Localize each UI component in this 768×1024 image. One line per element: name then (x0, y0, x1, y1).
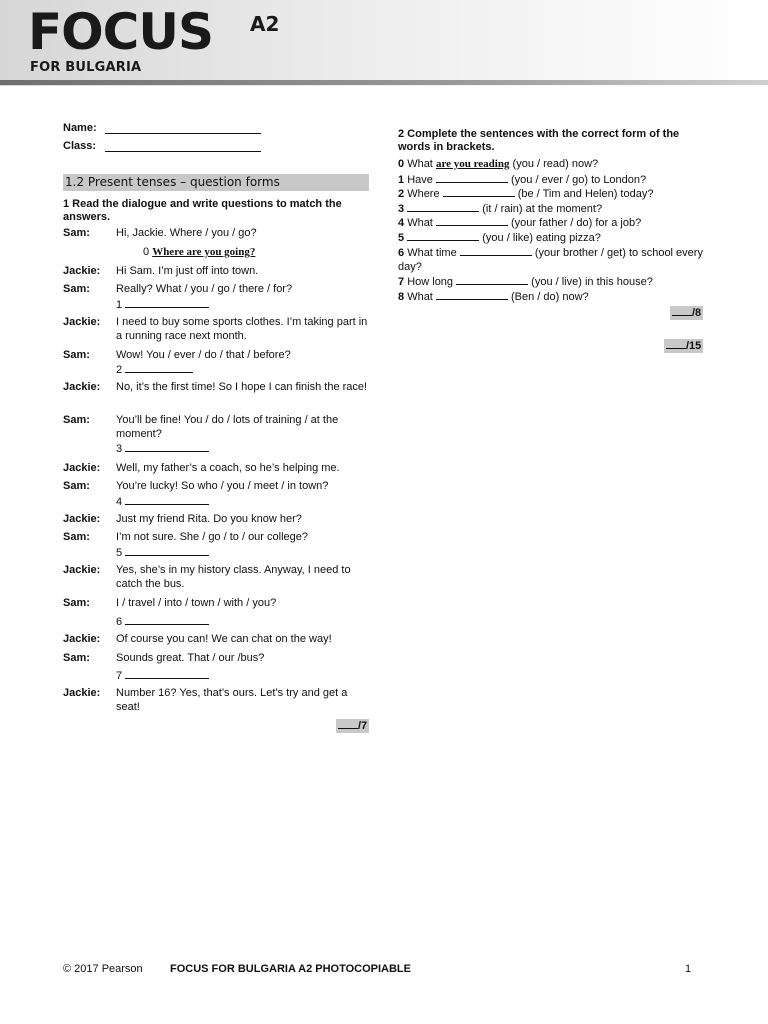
exercise2-item[interactable]: 3 (it / rain) at the moment? (398, 203, 603, 215)
speaker: Jackie: (63, 462, 101, 474)
dialogue-text: Sounds great. That / our /bus? (116, 652, 265, 664)
example-answer-text: Where are you going? (152, 246, 256, 258)
dialogue-text: You’re lucky! So who / you / meet / in town? (116, 480, 329, 492)
class-label: Class: (63, 140, 97, 152)
dialogue-text: I’m not sure. She / go / to / our college? (116, 531, 308, 543)
speaker: Sam: (63, 227, 90, 239)
dialogue-text: Hi, Jackie. Where / you / go? (116, 227, 257, 239)
class-field[interactable] (105, 140, 261, 152)
dialogue-text: Of course you can! We can chat on the way! (116, 633, 332, 645)
exercise2-item[interactable]: 4 What (your father / do) for a job? (398, 217, 642, 229)
speaker: Jackie: (63, 564, 101, 576)
speaker: Sam: (63, 531, 90, 543)
answer-line[interactable] (116, 441, 209, 456)
dialogue-text: I / travel / into / town / with / you? (116, 597, 277, 609)
exercise2-item[interactable]: 1 Have (you / ever / go) to London? (398, 174, 647, 186)
dialogue-text: I need to buy some sports clothes. I’m taking part in a running race next month. (116, 316, 368, 342)
exercise2-item: 0 What are you reading (you / read) now? (398, 158, 599, 170)
exercise1-score[interactable] (336, 719, 369, 733)
dialogue-text: Really? What / you / go / there / for? (116, 283, 293, 295)
answer-line[interactable] (116, 297, 209, 312)
speaker: Jackie: (63, 316, 101, 328)
logo-level: A2 (250, 12, 280, 36)
example-number: 0 (143, 246, 150, 258)
speaker: Sam: (63, 283, 90, 295)
exercise1-title: 1 Read the dialogue and write questions to match the answers. (63, 198, 342, 223)
speaker: Jackie: (63, 513, 101, 525)
exercise2-item[interactable]: 7 How long (you / live) in this house? (398, 276, 653, 288)
answer-number: 6 (116, 616, 123, 628)
speaker: Sam: (63, 652, 90, 664)
section-title: 1.2 Present tenses – question forms (63, 174, 369, 191)
header-band (0, 80, 768, 85)
dialogue-text: Hi Sam. I’m just off into town. (116, 265, 259, 277)
copyright: © 2017 Pearson (63, 963, 143, 975)
exercise2-item[interactable]: 8 What (Ben / do) now? (398, 291, 589, 303)
answer-number: 3 (116, 443, 123, 455)
answer-number: 1 (116, 299, 123, 311)
exercise2-score[interactable] (670, 306, 703, 320)
exercise2-item[interactable]: 2 Where (be / Tim and Helen) today? (398, 188, 654, 200)
example-answer-text: are you reading (435, 158, 510, 170)
exercise2-title: 2 Complete the sentences with the correct form of the words in brackets. (398, 128, 680, 153)
dialogue-text: You’ll be fine! You / do / lots of training / at the moment? (116, 414, 339, 440)
total-score[interactable] (664, 339, 703, 353)
exercise2-item[interactable]: 6 What time (your brother / get) to school every day? (398, 247, 703, 273)
example-answer (143, 245, 255, 259)
exercise2-score-total: /8 (692, 307, 702, 319)
logo-subtitle: FOR BULGARIA (30, 60, 142, 75)
speaker: Jackie: (63, 381, 101, 393)
page-header (0, 0, 768, 86)
speaker: Sam: (63, 349, 90, 361)
speaker: Sam: (63, 597, 90, 609)
answer-line[interactable] (116, 545, 209, 560)
answer-line[interactable] (116, 362, 193, 377)
speaker: Jackie: (63, 687, 101, 699)
answer-line[interactable] (116, 614, 209, 629)
logo-text: FOCUS (28, 3, 213, 61)
exercise2-item[interactable]: 5 (you / like) eating pizza? (398, 232, 601, 244)
total-score-value: /15 (686, 340, 702, 352)
name-label: Name: (63, 122, 97, 134)
answer-number: 2 (116, 364, 123, 376)
dialogue-text: Number 16? Yes, that’s ours. Let’s try and get a seat! (116, 687, 348, 713)
speaker: Sam: (63, 414, 90, 426)
answer-line[interactable] (116, 668, 209, 683)
speaker: Sam: (63, 480, 90, 492)
answer-number: 4 (116, 496, 123, 508)
speaker: Jackie: (63, 265, 101, 277)
exercise1-score-total: /7 (358, 720, 368, 732)
speaker: Jackie: (63, 633, 101, 645)
dialogue-text: No, it’s the first time! So I hope I can finish the race! (116, 381, 368, 393)
answer-line[interactable] (116, 494, 209, 509)
dialogue-text: Just my friend Rita. Do you know her? (116, 513, 302, 525)
dialogue-text: Yes, she’s in my history class. Anyway, I need to catch the bus. (116, 564, 351, 590)
footer-title: FOCUS FOR BULGARIA A2 PHOTOCOPIABLE (170, 963, 411, 975)
page-number: 1 (685, 963, 692, 975)
answer-number: 5 (116, 547, 123, 559)
dialogue-text: Wow! You / ever / do / that / before? (116, 349, 291, 361)
dialogue-text: Well, my father’s a coach, so he’s helping me. (116, 462, 340, 474)
answer-number: 7 (116, 670, 123, 682)
name-field[interactable] (105, 122, 261, 134)
